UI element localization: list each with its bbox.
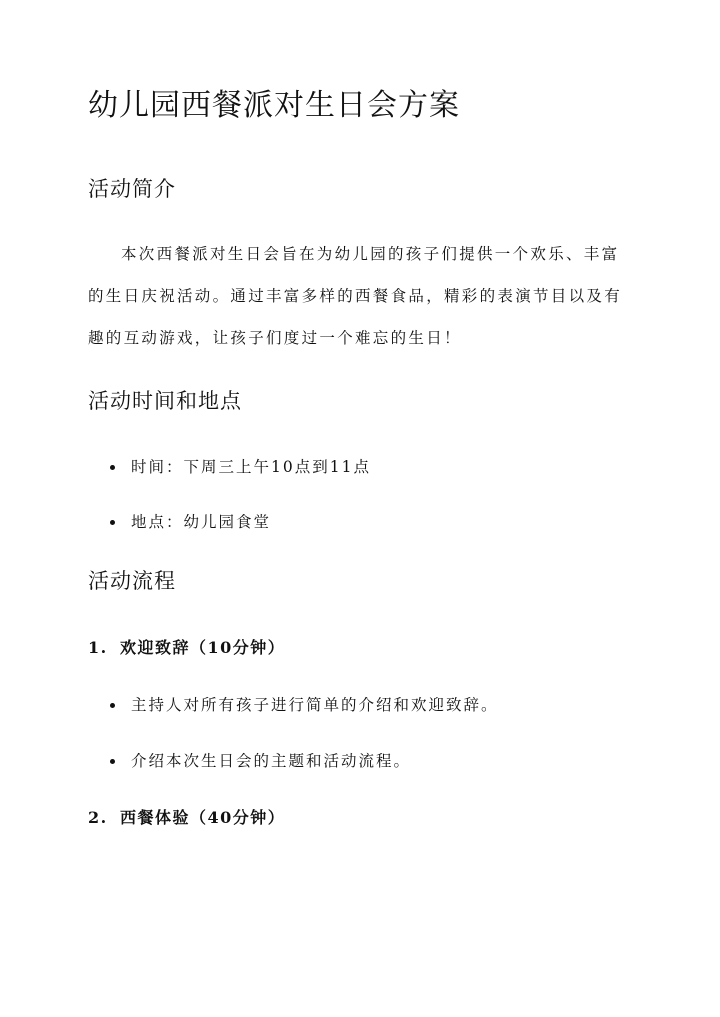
- intro-paragraph: 本次西餐派对生日会旨在为幼儿园的孩子们提供一个欢乐、丰富的生日庆祝活动。通过丰富多样的西餐食品，精彩的表演节目以及有趣的互动游戏，让孩子们度过一个难忘的生日！: [88, 245, 623, 347]
- list-item-place: [110, 509, 271, 535]
- step-number: 1.: [88, 638, 108, 657]
- bullet-icon: [110, 465, 115, 470]
- bullet-icon: [110, 703, 115, 708]
- list-item-step1-a: [110, 692, 499, 718]
- list-item-time: [110, 454, 371, 480]
- step-number: 2.: [88, 808, 108, 827]
- section-heading-flow: 活动流程: [88, 569, 176, 593]
- bullet-icon: [110, 759, 115, 764]
- list-item-step1-b: [110, 748, 411, 774]
- step-heading-2: [88, 805, 285, 831]
- list-item-text: 介绍本次生日会的主题和活动流程。: [131, 752, 412, 770]
- step-title: 欢迎致辞（10分钟）: [120, 638, 286, 657]
- section-heading-intro: 活动简介: [88, 177, 176, 201]
- list-item-text: 地点：幼儿园食堂: [131, 513, 272, 531]
- step-heading-1: [88, 635, 285, 661]
- section-heading-time-place: 活动时间和地点: [88, 389, 242, 413]
- list-item-text: 主持人对所有孩子进行简单的介绍和欢迎致辞。: [131, 696, 499, 714]
- step-title: 西餐体验（40分钟）: [120, 808, 286, 827]
- bullet-icon: [110, 520, 115, 525]
- document-title: 幼儿园西餐派对生日会方案: [88, 88, 460, 123]
- list-item-text: 时间：下周三上午10点到11点: [131, 458, 371, 476]
